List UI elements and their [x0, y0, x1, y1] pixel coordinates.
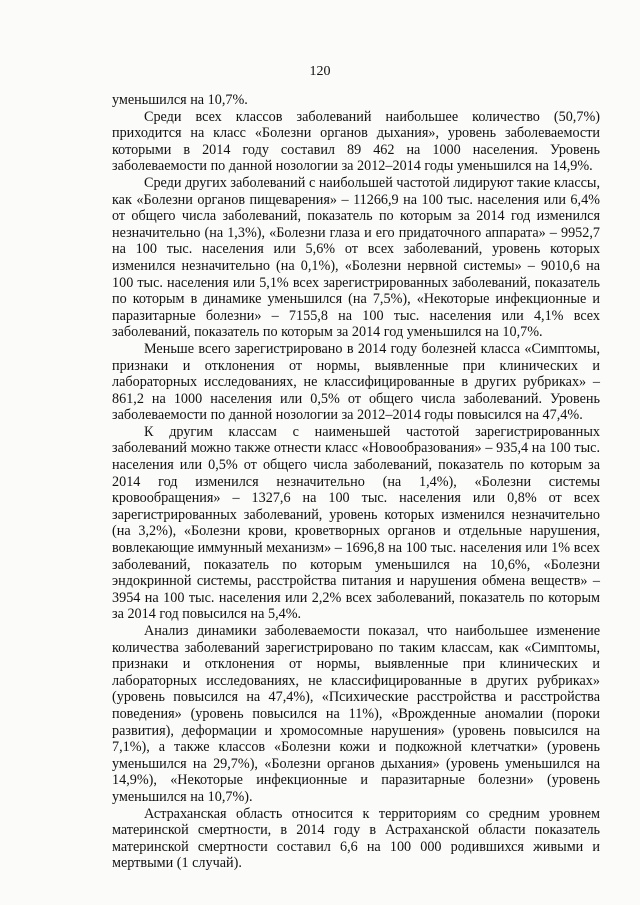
paragraph-maternal-mortality: Астраханская область относится к территориям со средним уровнем материнской смертности, в 2014 году в Астраханской области показатель материнской смертности составил 6,6 на 100 000 родившихся живыми и мертвыми (1 случай). — [112, 805, 600, 872]
paragraph-continuation: уменьшился на 10,7%. — [112, 92, 248, 108]
page-number: 120 — [309, 64, 331, 79]
paragraph-least-registered: Меньше всего зарегистрировано в 2014 году болезней класса «Симптомы, признаки и отклонения от нормы, выявленные при клинических и лабораторных исследованиях, не классифицированные в других рубриках» – 861,2 на 1000 населения или 0,5% от общего числа заболеваний. Уровень заболеваемости по данной нозологии за 2012–2014 годы повысился на 47,4%. — [112, 340, 600, 424]
paragraph-low-frequency-classes: К другим классам с наименьшей частотой зарегистрированных заболеваний можно также отнести класс «Новообразования» – 935,4 на 100 тыс. населения или 0,5% от общего числа заболеваний, показатель по которым за 2014 год изменился незначительно (на 1,4%), «Болезни системы кровообращения» – 1327,6 на 100 тыс. населения или 0,8% от всех зарегистрированных заболеваний, уровень которых изменился незначительно (на 3,2%), «Болезни крови, кроветворных органов и отдельные нарушения, вовлекающие иммунный механизм» – 1696,8 на 100 тыс. населения или 1% всех заболеваний, показатель по которым уменьшился на 10,6%, «Болезни эндокринной системы, расстройства питания и нарушения обмена веществ» – 3954 на 100 тыс. населения или 2,2% всех заболеваний, показатель по которым за 2014 год повысился на 5,4%. — [112, 423, 600, 623]
body-text — [112, 92, 600, 872]
paragraph-respiratory-diseases: Среди всех классов заболеваний наибольшее количество (50,7%) приходится на класс «Болезни органов дыхания», уровень заболеваемости которыми в 2014 году составил 89 462 на 1000 населения. Уровень заболеваемости по данной нозологии за 2012–2014 годы уменьшился на 14,9%. — [112, 108, 600, 175]
paragraph-leading-diseases: Среди других заболеваний с наибольшей частотой лидируют такие классы, как «Болезни органов пищеварения» – 11266,9 на 100 тыс. населения или 6,4% от общего числа заболеваний, показатель по которым за 2014 год изменился незначительно (на 1,3%), «Болезни глаза и его придаточного аппарата» – 9952,7 на 100 тыс. населения или 5,6% от всех заболеваний, уровень которых изменился незначительно (на 0,1%), «Болезни нервной системы» – 9010,6 на 100 тыс. населения или 5,1% всех зарегистрированных заболеваний, показатель по которым в динамике уменьшился (на 7,5%), «Некоторые инфекционные и паразитарные болезни» – 7155,8 на 100 тыс. населения или 4,1% всех заболеваний, показатель по которым за 2014 год уменьшился на 10,7%. — [112, 174, 600, 341]
paragraph-dynamics-analysis: Анализ динамики заболеваемости показал, что наибольшее изменение количества заболеваний зарегистрировано по таким классам, как «Симптомы, признаки и отклонения от нормы, выявленные при клинических и лабораторных исследованиях, не классифицированные в других рубриках» (уровень повысился на 47,4%), «Психические расстройства и расстройства поведения» (уровень повысился на 11%), «Врожденные аномалии (пороки развития), деформации и хромосомные нарушения» (уровень повысился на 7,1%), а также классов «Болезни кожи и подкожной клетчатки» (уровень уменьшился на 29,7%), «Болезни органов дыхания» (уровень уменьшился на 14,9%), «Некоторые инфекционные и паразитарные болезни» (уровень уменьшился на 10,7%). — [112, 623, 600, 805]
